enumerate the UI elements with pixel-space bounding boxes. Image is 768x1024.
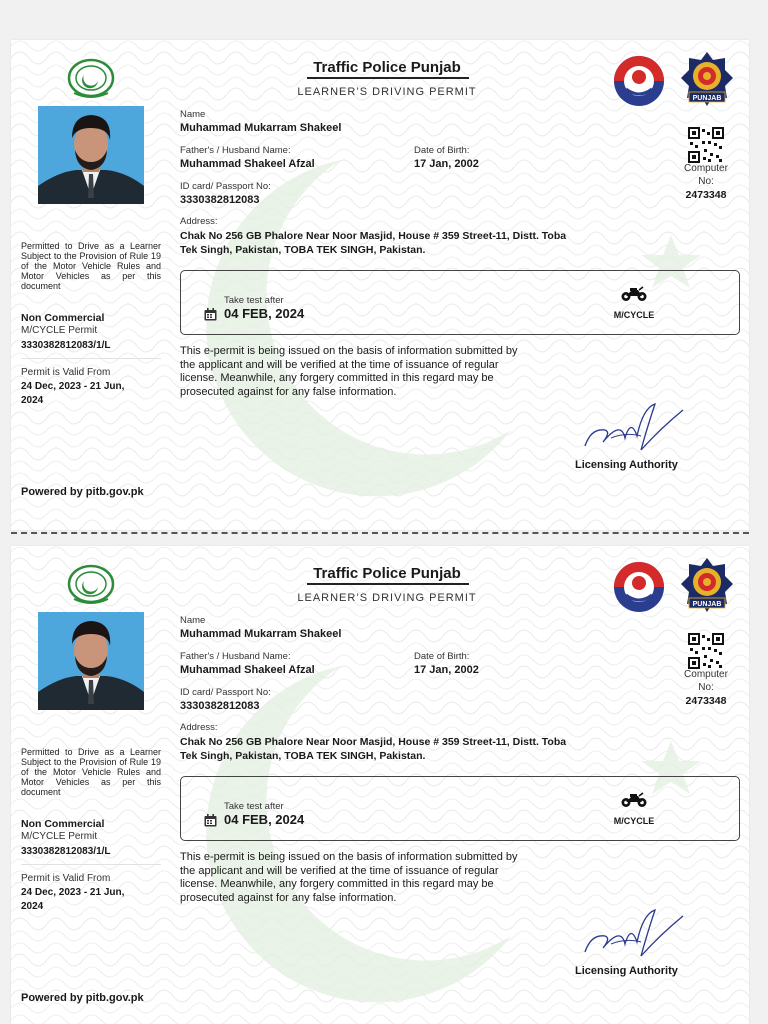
test-label: Take test after (224, 801, 284, 812)
valid-label: Permit is Valid From (21, 367, 111, 378)
computer-number: 2473348 (685, 695, 727, 707)
address-line-1: Chak No 256 GB Phalore Near Noor Masjid, House # 359 Street-11, Distt. Toba (180, 736, 567, 748)
card-title: Traffic Police Punjab (313, 59, 461, 76)
licensing-authority: Licensing Authority (575, 965, 678, 977)
father-name: Muhammad Shakeel Afzal (180, 664, 315, 676)
cut-line (11, 532, 749, 534)
id-number: 3330382812083 (180, 194, 260, 206)
permit-card (11, 546, 749, 1024)
permit-type: M/CYCLE Permit (21, 831, 98, 842)
punjab-govt-logo-icon (66, 563, 116, 605)
valid-year: 2024 (21, 395, 44, 406)
valid-period: 24 Dec, 2023 - 21 Jun, (21, 381, 125, 392)
computer-label: Computer (684, 163, 728, 174)
motorcycle-icon (620, 286, 648, 302)
title-underline (307, 583, 469, 585)
separator (21, 358, 161, 359)
applicant-name: Muhammad Mukarram Shakeel (180, 628, 342, 640)
separator (21, 864, 161, 865)
applicant-photo (38, 612, 144, 710)
calendar-icon (204, 814, 217, 827)
computer-label: Computer (684, 669, 728, 680)
punjab-police-logo-icon (612, 561, 666, 613)
badge-text: PUNJAB (692, 601, 722, 608)
card-title: Traffic Police Punjab (313, 565, 461, 582)
test-date: 04 FEB, 2024 (224, 306, 305, 321)
signature-icon (581, 904, 691, 962)
applicant-photo (38, 106, 144, 204)
permit-category: Non Commercial (21, 312, 105, 324)
valid-period: 24 Dec, 2023 - 21 Jun, (21, 887, 125, 898)
title-underline (307, 77, 469, 79)
card-subtitle: LEARNER’S DRIVING PERMIT (297, 86, 477, 98)
permit-category: Non Commercial (21, 818, 105, 830)
dob-label: Date of Birth: (414, 651, 470, 662)
calendar-icon (204, 308, 217, 321)
punjab-police-logo-icon (612, 55, 666, 107)
disclaimer-text: This e-permit is being issued on the basis of information submitted by the applicant and will be verified at the time of issuance of regular license. Meanwhile, any forgery committed in this regard may be prosecuted against for any false information. (180, 851, 518, 904)
address-label: Address: (180, 216, 218, 227)
permission-note: Permitted to Drive as a Learner Subject to the Provision of Rule 19 of the Motor Vehicle Rules and Motor Vehicles as per this document (21, 747, 161, 797)
qr-code-icon (688, 633, 724, 669)
applicant-name: Muhammad Mukarram Shakeel (180, 122, 342, 134)
date-of-birth: 17 Jan, 2002 (414, 158, 479, 170)
address-label: Address: (180, 722, 218, 733)
permit-type: M/CYCLE Permit (21, 325, 98, 336)
computer-no-label: No: (698, 682, 714, 693)
address-line-1: Chak No 256 GB Phalore Near Noor Masjid, House # 359 Street-11, Distt. Toba (180, 230, 567, 242)
traffic-police-badge-icon (681, 558, 733, 616)
traffic-police-badge-icon (681, 52, 733, 110)
date-of-birth: 17 Jan, 2002 (414, 664, 479, 676)
permit-number: 3330382812083/1/L (21, 340, 111, 351)
id-label: ID card/ Passport No: (180, 181, 271, 192)
badge-text: PUNJAB (692, 95, 722, 102)
vehicle-type: M/CYCLE (613, 310, 655, 320)
father-label: Father's / Husband Name: (180, 651, 291, 662)
powered-by: Powered by pitb.gov.pk (21, 486, 144, 498)
qr-code-icon (688, 127, 724, 163)
father-label: Father's / Husband Name: (180, 145, 291, 156)
punjab-govt-logo-icon (66, 57, 116, 99)
name-label: Name (180, 109, 206, 120)
licensing-authority: Licensing Authority (575, 459, 678, 471)
permission-note: Permitted to Drive as a Learner Subject to the Provision of Rule 19 of the Motor Vehicle Rules and Motor Vehicles as per this document (21, 241, 161, 291)
computer-no-label: No: (698, 176, 714, 187)
test-label: Take test after (224, 295, 284, 306)
address-line-2: Tek Singh, Pakistan, TOBA TEK SINGH, Pakistan. (180, 750, 426, 762)
id-number: 3330382812083 (180, 700, 260, 712)
dob-label: Date of Birth: (414, 145, 470, 156)
vehicle-type: M/CYCLE (613, 816, 655, 826)
address-line-2: Tek Singh, Pakistan, TOBA TEK SINGH, Pakistan. (180, 244, 426, 256)
test-date: 04 FEB, 2024 (224, 812, 305, 827)
valid-year: 2024 (21, 901, 44, 912)
motorcycle-icon (620, 792, 648, 808)
signature-icon (581, 398, 691, 456)
powered-by: Powered by pitb.gov.pk (21, 992, 144, 1004)
father-name: Muhammad Shakeel Afzal (180, 158, 315, 170)
id-label: ID card/ Passport No: (180, 687, 271, 698)
computer-number: 2473348 (685, 189, 727, 201)
name-label: Name (180, 615, 206, 626)
permit-card (11, 40, 749, 530)
valid-label: Permit is Valid From (21, 873, 111, 884)
disclaimer-text: This e-permit is being issued on the basis of information submitted by the applicant and will be verified at the time of issuance of regular license. Meanwhile, any forgery committed in this regard may be prosecuted against for any false information. (180, 345, 518, 398)
permit-number: 3330382812083/1/L (21, 846, 111, 857)
card-subtitle: LEARNER’S DRIVING PERMIT (297, 592, 477, 604)
